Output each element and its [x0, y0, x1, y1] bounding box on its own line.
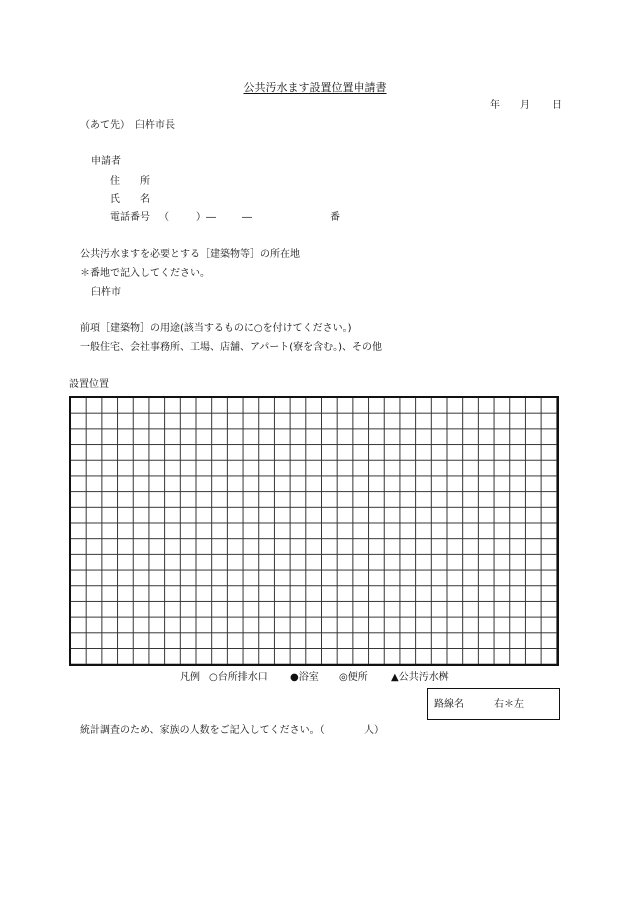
legend-item-bath: ●浴室	[290, 672, 319, 683]
legend-title: 凡例	[180, 672, 200, 683]
applicant-heading: 申請者	[91, 156, 121, 167]
phone-suffix: 番	[330, 212, 340, 223]
phone-open-paren: （	[159, 212, 169, 223]
legend-item-sewer-basin: ▲公共汚水桝	[391, 672, 449, 683]
date-line	[490, 101, 562, 111]
location-city: 臼杵市	[91, 287, 121, 298]
date-year-label: 年	[490, 100, 500, 111]
installation-label: 設置位置	[69, 379, 109, 390]
installation-grid[interactable]	[69, 396, 559, 666]
usage-heading: 前項［建築物］の用途(該当するものに○を付けてください。)	[80, 323, 352, 334]
road-name-box[interactable]	[427, 688, 560, 720]
legend-item-toilet: ◎便所	[339, 672, 368, 683]
phone-dash: ―	[242, 212, 252, 223]
road-name-label: 路線名	[434, 699, 464, 710]
road-side-value: 右＊左	[494, 699, 524, 710]
usage-options: 一般住宅、会社事務所、工場、店舗、アパート(寮を含む。)、その他	[80, 342, 383, 353]
applicant-name-label: 氏 名	[110, 194, 150, 205]
location-heading: 公共汚水ますを必要とする［建築物等］の所在地	[80, 249, 300, 260]
applicant-phone-label: 電話番号	[110, 212, 150, 223]
date-day-label: 日	[552, 100, 562, 111]
survey-suffix: 人）	[364, 725, 384, 736]
location-note: ＊番地で記入してください。	[80, 268, 210, 279]
form-title: 公共汚水ます設置位置申請書	[243, 81, 387, 94]
legend	[180, 673, 449, 683]
legend-item-kitchen: ○台所排水口	[209, 672, 268, 683]
date-month-label: 月	[520, 100, 530, 111]
applicant-address-label: 住 所	[110, 176, 150, 187]
addressee: （あて先） 臼杵市長	[80, 120, 175, 131]
phone-close-paren: ）―	[196, 212, 216, 223]
survey-text: 統計調査のため、家族の人数をご記入してください。（	[80, 725, 325, 736]
